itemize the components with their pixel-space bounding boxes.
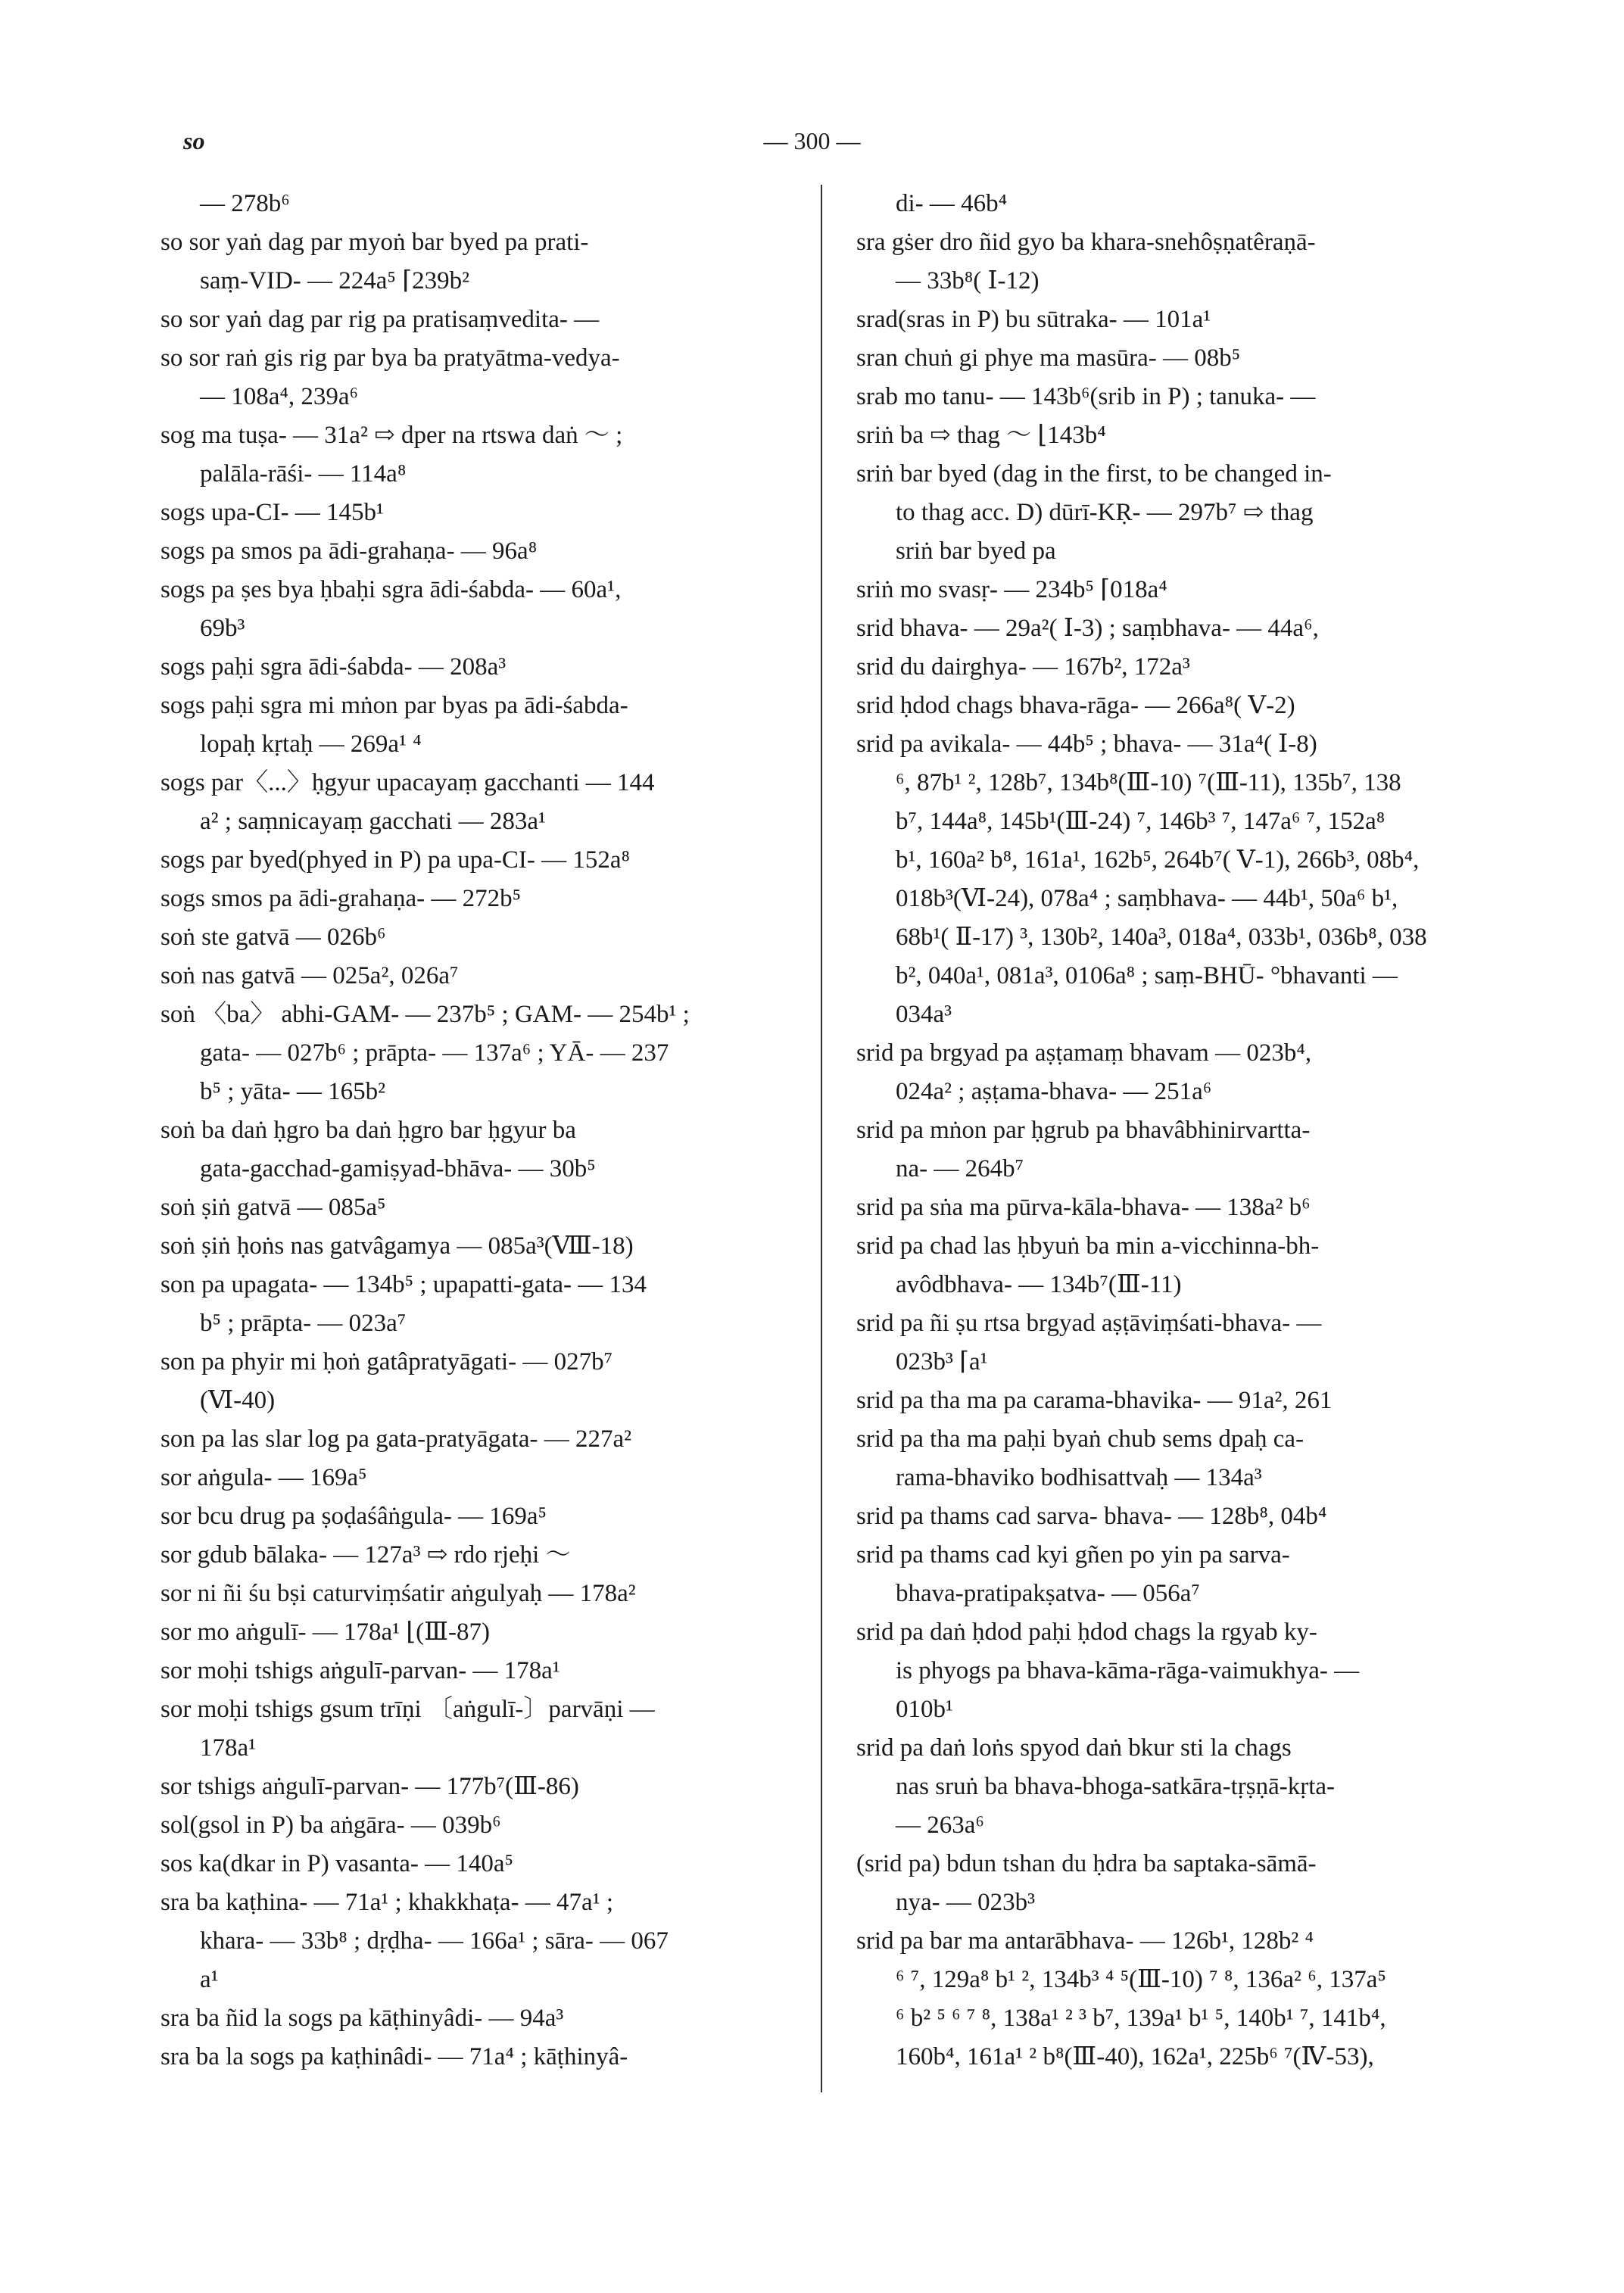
dictionary-line: sor gdub bālaka- — 127a³ ⇨ rdo rjeḥi ～ <box>161 1541 571 1569</box>
dictionary-line: soṅ ba daṅ ḥgro ba daṅ ḥgro bar ḥgyur ba <box>161 1117 576 1144</box>
dictionary-line: srid pa mṅon par ḥgrub pa bhavâbhinirvartta- <box>856 1117 1311 1144</box>
running-head: so <box>183 127 205 154</box>
dictionary-line: 034a³ <box>896 1001 952 1028</box>
column-divider <box>821 185 822 2092</box>
dictionary-line: gata-gacchad-gamiṣyad-bhāva- — 30b⁵ <box>200 1155 596 1182</box>
dictionary-line: b⁵ ; prāpta- — 023a⁷ <box>200 1310 407 1337</box>
dictionary-line: bhava-pratipakṣatva- — 056a⁷ <box>896 1580 1200 1607</box>
dictionary-line: sra ba kaṭhina- — 71a¹ ; khakkhaṭa- — 47a¹ ; <box>161 1889 614 1916</box>
dictionary-line: — 278b⁶ <box>200 190 290 217</box>
dictionary-line: srid pa sṅa ma pūrva-kāla-bhava- — 138a² b⁶ <box>856 1194 1311 1221</box>
dictionary-line: srid pa ñi ṣu rtsa brgyad aṣṭāviṃśati-bhava- — <box>856 1310 1322 1337</box>
dictionary-line: (srid pa) bdun tshan du ḥdra ba saptaka-sāmā- <box>856 1850 1317 1877</box>
dictionary-line: is phyogs pa bhava-kāma-rāga-vaimukhya- — <box>896 1657 1360 1684</box>
dictionary-line: sor bcu drug pa ṣoḍaśâṅgula- — 169a⁵ <box>161 1503 547 1530</box>
right-column <box>856 185 1485 2076</box>
dictionary-line: srid pa daṅ loṅs spyod daṅ bkur sti la chags <box>856 1734 1292 1762</box>
dictionary-line: sriṅ mo svasṛ- — 234b⁵ ⌈018a⁴ <box>856 576 1167 603</box>
dictionary-line: srab mo tanu- — 143b⁶(srib in P) ; tanuka- — <box>856 383 1316 410</box>
dictionary-line: b⁵ ; yāta- — 165b² <box>200 1078 386 1105</box>
dictionary-line: ⁶ ⁷, 129a⁸ b¹ ², 134b³ ⁴ ⁵(Ⅲ-10) ⁷ ⁸, 136a² ⁶, 137a⁵ <box>896 1966 1386 1993</box>
dictionary-line: 024a² ; aṣṭama-bhava- — 251a⁶ <box>896 1078 1212 1105</box>
dictionary-line: nya- — 023b³ <box>896 1889 1036 1916</box>
page-number: — 300 — <box>763 127 861 154</box>
left-column <box>161 185 789 2076</box>
dictionary-line: na- — 264b⁷ <box>896 1155 1024 1182</box>
dictionary-line: srid ḥdod chags bhava-rāga- — 266a⁸( Ⅴ-2) <box>856 692 1295 719</box>
dictionary-line: a² ; saṃnicayaṃ gacchati — 283a¹ <box>200 808 546 835</box>
dictionary-line: 69b³ <box>200 615 245 642</box>
dictionary-line: b⁷, 144a⁸, 145b¹(Ⅲ-24) ⁷, 146b³ ⁷, 147a⁶ ⁷, 152a⁸ <box>896 808 1386 835</box>
dictionary-line: sriṅ ba ⇨ thag ～ ⌊143b⁴ <box>856 422 1106 449</box>
dictionary-line: so sor yaṅ dag par rig pa pratisaṃvedita- — <box>161 306 600 333</box>
dictionary-line: soṅ nas gatvā — 025a², 026a⁷ <box>161 962 459 989</box>
dictionary-line: avôdbhava- — 134b⁷(Ⅲ-11) <box>896 1271 1182 1298</box>
dictionary-line: sogs upa-CI- — 145b¹ <box>161 499 384 526</box>
dictionary-line: srid pa tha ma pa carama-bhavika- — 91a², 261 <box>856 1387 1333 1414</box>
dictionary-line: palāla-rāśi- — 114a⁸ <box>200 460 407 488</box>
dictionary-line: — 263a⁶ <box>896 1812 984 1839</box>
dictionary-line: rama-bhaviko bodhisattvaḥ — 134a³ <box>896 1464 1262 1491</box>
dictionary-line: so sor raṅ gis rig par bya ba pratyātma-vedya- <box>161 344 620 372</box>
dictionary-line: sogs smos pa ādi-grahaṇa- — 272b⁵ <box>161 885 522 912</box>
dictionary-line: srid pa chad las ḥbyuṅ ba min a-vicchinna-bh- <box>856 1232 1320 1260</box>
dictionary-line: sran chuṅ gi phye ma masūra- — 08b⁵ <box>856 344 1241 372</box>
dictionary-line: sol(gsol in P) ba aṅgāra- — 039b⁶ <box>161 1812 501 1839</box>
dictionary-line: khara- — 33b⁸ ; dṛḍha- — 166a¹ ; sāra- — 067 <box>200 1927 669 1955</box>
dictionary-line: sriṅ bar byed (dag in the first, to be changed in- <box>856 460 1332 488</box>
dictionary-line: b¹, 160a² b⁸, 161a¹, 162b⁵, 264b⁷( Ⅴ-1), 266b³, 08b⁴, <box>896 846 1420 874</box>
dictionary-line: sog ma tuṣa- — 31a² ⇨ dper na rtswa daṅ ～ ; <box>161 422 623 449</box>
dictionary-line: to thag acc. D) dūrī-KṚ- — 297b⁷ ⇨ thag <box>896 499 1314 526</box>
dictionary-line: ⁶, 87b¹ ², 128b⁷, 134b⁸(Ⅲ-10) ⁷(Ⅲ-11), 135b⁷, 138 <box>896 769 1401 796</box>
dictionary-line: sor moḥi tshigs gsum trīṇi 〔aṅgulī-〕parvāṇi — <box>161 1696 655 1723</box>
dictionary-line: di- — 46b⁴ <box>896 190 1008 217</box>
dictionary-line: — 33b⁸( Ⅰ-12) <box>896 267 1040 294</box>
dictionary-line: srid pa thams cad kyi gñen po yin pa sarva- <box>856 1541 1290 1569</box>
dictionary-line: sriṅ bar byed pa <box>896 537 1056 565</box>
dictionary-line: sogs par byed(phyed in P) pa upa-CI- — 152a⁸ <box>161 846 631 874</box>
dictionary-line: b², 040a¹, 081a³, 0106a⁸ ; saṃ-BHŪ- °bhavanti — <box>896 962 1398 989</box>
dictionary-line: 178a¹ <box>200 1734 257 1762</box>
dictionary-line: son pa upagata- — 134b⁵ ; upapatti-gata- — 134 <box>161 1271 647 1298</box>
dictionary-line: 160b⁴, 161a¹ ² b⁸(Ⅲ-40), 162a¹, 225b⁶ ⁷(Ⅳ-53), <box>896 2043 1374 2070</box>
dictionary-line: soṅ ste gatvā — 026b⁶ <box>161 924 386 951</box>
dictionary-line: sra gṡer dro ñid gyo ba khara-snehôṣṇatêraṇā- <box>856 229 1316 256</box>
dictionary-line: srid pa avikala- — 44b⁵ ; bhava- — 31a⁴( Ⅰ-8) <box>856 731 1317 758</box>
dictionary-line: sos ka(dkar in P) vasanta- — 140a⁵ <box>161 1850 514 1877</box>
dictionary-line: srid pa thams cad sarva- bhava- — 128b⁸, 04b⁴ <box>856 1503 1327 1530</box>
dictionary-line: son pa las slar log pa gata-pratyāgata- — 227a² <box>161 1425 632 1453</box>
dictionary-line: sogs paḥi sgra ādi-śabda- — 208a³ <box>161 653 507 681</box>
dictionary-line: srid du dairghya- — 167b², 172a³ <box>856 653 1190 681</box>
dictionary-line: 68b¹( Ⅱ-17) ³, 130b², 140a³, 018a⁴, 033b¹, 036b⁸, 038 <box>896 924 1427 951</box>
dictionary-line: sra ba ñid la sogs pa kāṭhinyâdi- — 94a³ <box>161 2005 564 2032</box>
dictionary-line: soṅ 〈ba〉 abhi-GAM- — 237b⁵ ; GAM- — 254b¹ ; <box>161 1001 690 1028</box>
dictionary-line: 023b³ ⌈a¹ <box>896 1348 988 1375</box>
dictionary-line: sogs paḥi sgra mi mṅon par byas pa ādi-śabda- <box>161 692 628 719</box>
dictionary-line: (Ⅵ-40) <box>200 1387 276 1414</box>
dictionary-line: sor tshigs aṅgulī-parvan- — 177b⁷(Ⅲ-86) <box>161 1773 579 1800</box>
dictionary-line: ⁶ b² ⁵ ⁶ ⁷ ⁸, 138a¹ ² ³ b⁷, 139a¹ b¹ ⁵, 140b¹ ⁷, 141b⁴, <box>896 2005 1386 2032</box>
dictionary-line: srid bhava- — 29a²( Ⅰ-3) ; saṃbhava- — 44a⁶, <box>856 615 1319 642</box>
dictionary-line: sor mo aṅgulī- — 178a¹ ⌊(Ⅲ-87) <box>161 1618 490 1646</box>
dictionary-line: 010b¹ <box>896 1696 953 1723</box>
dictionary-line: so sor yaṅ dag par myoṅ bar byed pa prati- <box>161 229 589 256</box>
dictionary-line: — 108a⁴, 239a⁶ <box>200 383 359 410</box>
dictionary-line: sra ba la sogs pa kaṭhinâdi- — 71a⁴ ; kāṭhinyâ- <box>161 2043 628 2070</box>
dictionary-line: sogs pa smos pa ādi-grahaṇa- — 96a⁸ <box>161 537 538 565</box>
dictionary-line: sogs par〈...〉ḥgyur upacayaṃ gacchanti — 144 <box>161 769 655 796</box>
dictionary-line: saṃ-VID- — 224a⁵ ⌈239b² <box>200 267 469 294</box>
dictionary-line: lopaḥ kṛtaḥ — 269a¹ ⁴ <box>200 731 422 758</box>
dictionary-line: sor aṅgula- — 169a⁵ <box>161 1464 367 1491</box>
dictionary-line: srid pa daṅ ḥdod paḥi ḥdod chags la rgyab ky- <box>856 1618 1317 1646</box>
dictionary-line: son pa phyir mi ḥoṅ gatâpratyāgati- — 027b⁷ <box>161 1348 613 1375</box>
dictionary-line: srid pa bar ma antarābhava- — 126b¹, 128b² ⁴ <box>856 1927 1314 1955</box>
dictionary-line: gata- — 027b⁶ ; prāpta- — 137a⁶ ; YĀ- — 237 <box>200 1039 669 1067</box>
dictionary-line: 018b³(Ⅵ-24), 078a⁴ ; saṃbhava- — 44b¹, 50a⁶ b¹, <box>896 885 1398 912</box>
dictionary-line: nas sruṅ ba bhava-bhoga-satkāra-tṛṣṇā-kṛta- <box>896 1773 1335 1800</box>
dictionary-line: sor moḥi tshigs aṅgulī-parvan- — 178a¹ <box>161 1657 560 1684</box>
dictionary-line: srad(sras in P) bu sūtraka- — 101a¹ <box>856 306 1211 333</box>
dictionary-line: soṅ ṣiṅ ḥoṅs nas gatvâgamya — 085a³(Ⅷ-18) <box>161 1232 634 1260</box>
dictionary-line: soṅ ṣiṅ gatvā — 085a⁵ <box>161 1194 386 1221</box>
dictionary-line: sogs pa ṣes bya ḥbaḥi sgra ādi-śabda- — 60a¹, <box>161 576 622 603</box>
dictionary-line: srid pa tha ma paḥi byaṅ chub sems dpaḥ ca- <box>856 1425 1304 1453</box>
dictionary-line: srid pa brgyad pa aṣṭamaṃ bhavam — 023b⁴, <box>856 1039 1312 1067</box>
dictionary-line: a¹ <box>200 1966 219 1993</box>
dictionary-line: sor ni ñi śu bṣi caturviṃśatir aṅgulyaḥ — 178a² <box>161 1580 636 1607</box>
